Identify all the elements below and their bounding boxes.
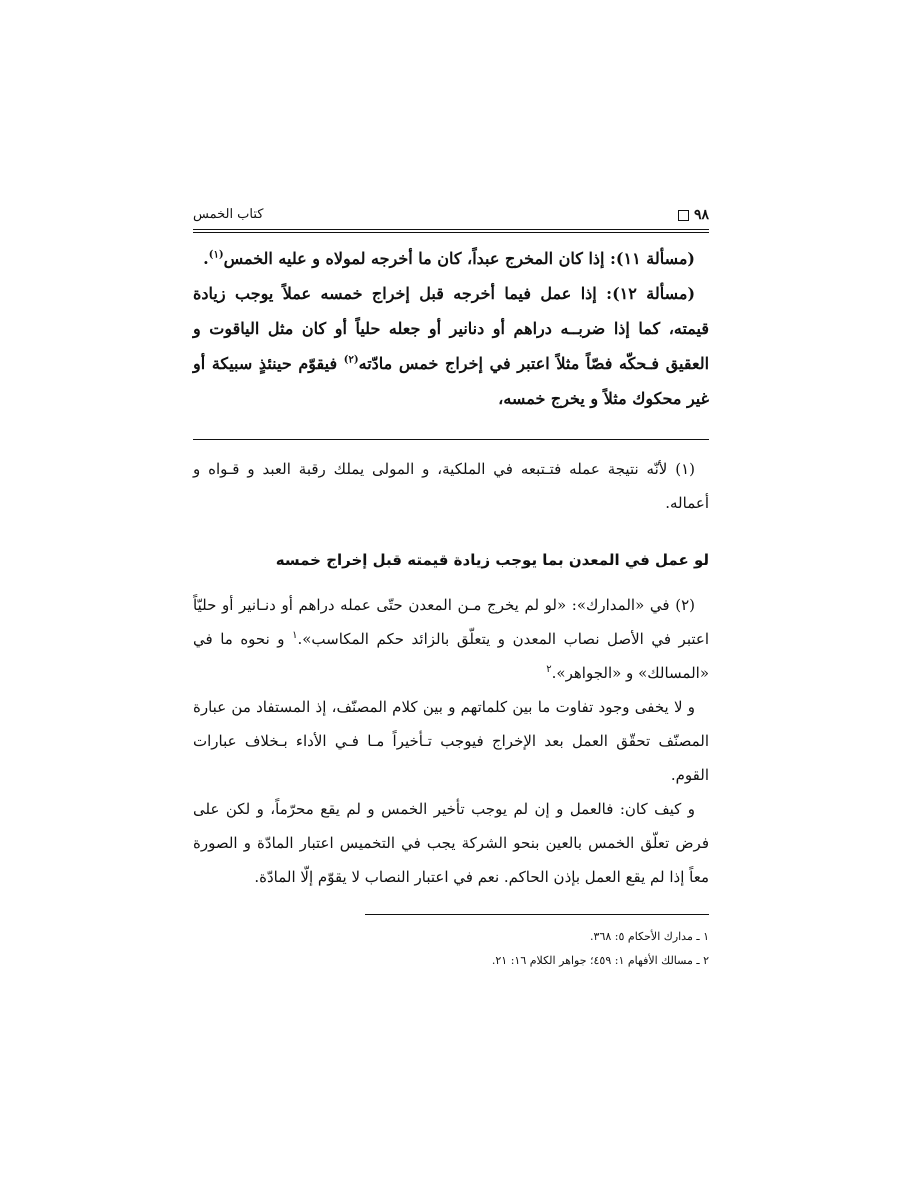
footnote-1: ١ ـ مدارك الأحكام ٥: ٣٦٨. bbox=[590, 930, 709, 943]
page-header bbox=[193, 195, 709, 229]
commentary-paragraph-1: (٢) في «المدارك»: «لو لم يخرج مـن المعدن حتّى عمله دراهم أو دنـانير أو حليّاً اعتبر في الأصل نصاب المعدن و يتعلّق بالزائد حكم المكاسب».$^١$ و نحوه ما في «المسالك» و «الجواهر».$^٢$ bbox=[193, 596, 709, 682]
header-rule bbox=[193, 229, 709, 233]
notes-divider bbox=[193, 439, 709, 440]
page-number: ٩٨ bbox=[693, 207, 709, 223]
note-section bbox=[193, 452, 709, 520]
section-heading: لو عمل في المعدن بما يوجب زيادة قيمته قبل إخراج خمسه bbox=[275, 551, 709, 569]
running-title: كتاب الخمس bbox=[193, 207, 264, 222]
footnote-ref-1: ١ bbox=[292, 630, 298, 641]
book-page bbox=[193, 195, 709, 973]
page-number-block bbox=[678, 207, 709, 223]
note-ref-2: (٢) bbox=[343, 354, 359, 366]
commentary bbox=[193, 588, 709, 894]
commentary-paragraph-3: و كيف كان: فالعمل و إن لم يوجب تأخير الخمس و لم يقع محرّماً، و لكن على فرض تعلّق الخمس بالعين بنحو الشركة يجب في التخميس اعتبار المادّة و الصورة معاً إذا لم يقع العمل بإذن الحاكم. نعم في اعتبار النصاب لا يقوّم إلّا المادّة. bbox=[193, 800, 709, 886]
footnote-rule bbox=[365, 914, 709, 915]
note-1: (١) لأنّه نتيجة عمله فتـتبعه في الملكية، و المولى يملك رقبة العبد و قـواه و أعماله. bbox=[193, 460, 709, 512]
main-text bbox=[193, 241, 709, 416]
footnote-2: ٢ ـ مسالك الأفهام ١: ٤٥٩؛ جواهر الكلام ١٦: ٢١. bbox=[491, 954, 709, 967]
note-ref-1: (١) bbox=[208, 249, 224, 261]
masala-12: (مسألة ١٢): إذا عمل فيما أخرجه قبل إخراج خمسه عملاً يوجب زيادة قيمته، كما إذا ضربــه دراهم أو دنانير أو جعله حلياً أو كان مثل الياقوت و العقيق فـحكّه فصّاً مثلاً اعتبر في إخراج خمس مادّته$^{(٢)}$ فيقوّم حينئذٍ سبيكة أو غير محكوك مثلاً و يخرج خمسه، bbox=[193, 284, 710, 408]
masala-11: (مسألة ١١): إذا كان المخرج عبداً، كان ما أخرجه لمولاه و عليه الخمس$^{(١)}$. bbox=[203, 249, 695, 268]
footnotes bbox=[193, 925, 709, 973]
footnote-ref-2: ٢ bbox=[546, 664, 552, 675]
commentary-paragraph-2: و لا يخفى وجود تفاوت ما بين كلماتهم و بين كلام المصنّف، إذ المستفاد من عبارة المصنّف تحقّق العمل بعد الإخراج فيوجب تـأخيراً مـا فـي الأداء بـخلاف عبارات القوم. bbox=[193, 698, 709, 784]
square-icon bbox=[678, 210, 689, 221]
